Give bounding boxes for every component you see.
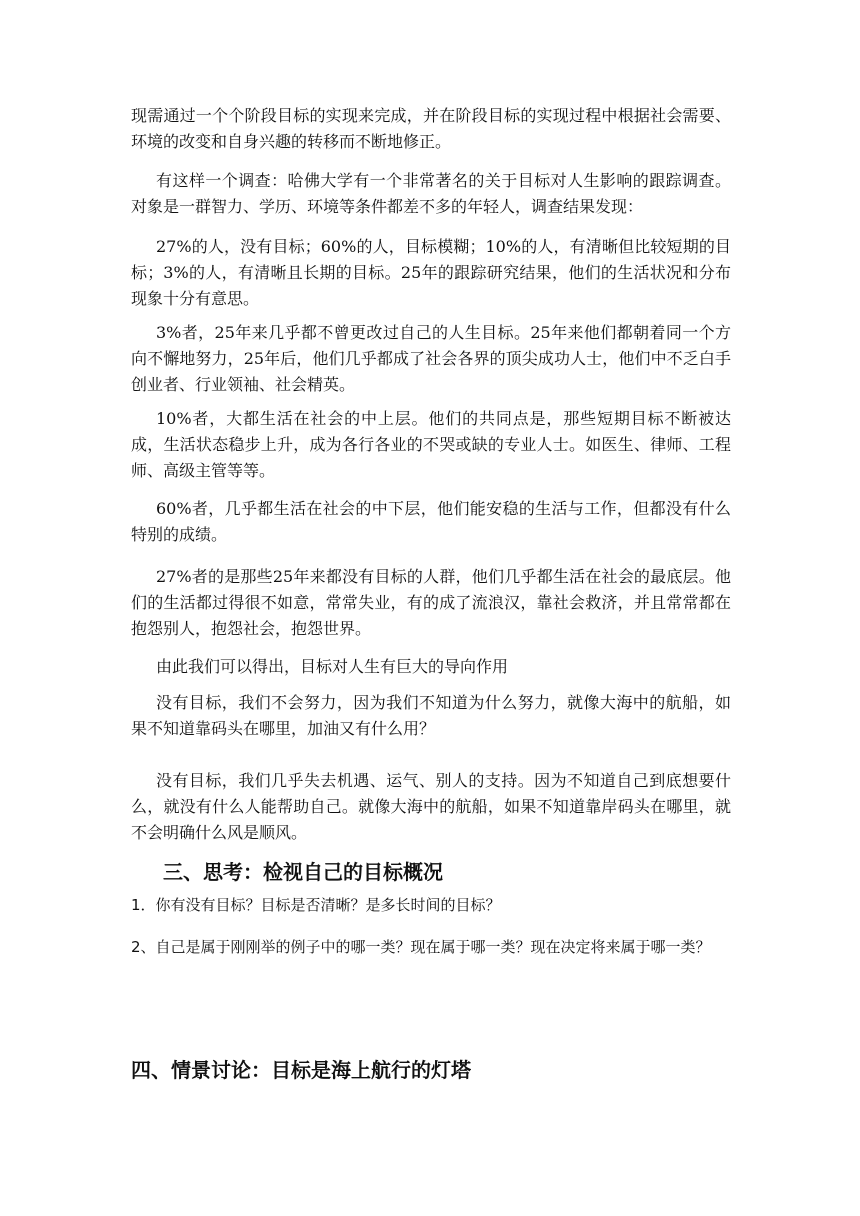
- paragraph-conclusion: 由此我们可以得出，目标对人生有巨大的导向作用: [156, 657, 509, 676]
- paragraph-ten-percent: 10%者，大都生活在社会的中上层。他们的共同点是，那些短期目标不断被达成，生活状态稳步上升，成为各行各业的不哭或缺的专业人士。如医生、律师、工程师、高级主管等等。: [131, 409, 731, 480]
- section-heading-discussion: 四、情景讨论：目标是海上航行的灯塔: [131, 1058, 471, 1082]
- paragraph-no-goal-effort: 没有目标，我们不会努力，因为我们不知道为什么努力，就像大海中的航船，如果不知道靠码头在哪里，加油又有什么用？: [131, 693, 731, 738]
- question-item-1: 1．你有没有目标？目标是否清晰？是多长时间的目标？: [131, 896, 501, 914]
- paragraph-survey-percentages: 27%的人，没有目标；60%的人，目标模糊；10%的人，有清晰但比较短期的目标；3%的人，有清晰且长期的目标。25年的跟踪研究结果，他们的生活状况和分布现象十分有意思。: [131, 237, 731, 308]
- question-item-2: 2、自己是属于刚刚举的例子中的哪一类？现在属于哪一类？现在决定将来属于哪一类？: [131, 938, 711, 956]
- paragraph-sixty-percent: 60%者，几乎都生活在社会的中下层，他们能安稳的生活与工作，但都没有什么特别的成绩。: [131, 499, 731, 544]
- paragraph-three-percent: 3%者，25年来几乎都不曾更改过自己的人生目标。25年来他们都朝着同一个方向不懈地努力，25年后，他们几乎都成了社会各界的顶尖成功人士，他们中不乏白手创业者、行业领袖、社会精英。: [131, 323, 731, 394]
- paragraph-no-goal-support: 没有目标，我们几乎失去机遇、运气、别人的支持。因为不知道自己到底想要什么，就没有什么人能帮助自己。就像大海中的航船，如果不知道靠岸码头在哪里，就不会明确什么风是顺风。: [131, 771, 731, 842]
- paragraph-goal-revision: 现需通过一个个阶段目标的实现来完成，并在阶段目标的实现过程中根据社会需要、环境的改变和自身兴趣的转移而不断地修正。: [131, 106, 731, 151]
- paragraph-twenty-seven-percent: 27%者的是那些25年来都没有目标的人群，他们几乎都生活在社会的最底层。他们的生活都过得很不如意，常常失业，有的成了流浪汉，靠社会救济，并且常常都在抱怨别人，抱怨社会，抱怨世界。: [131, 567, 731, 638]
- paragraph-harvard-survey: 有这样一个调查：哈佛大学有一个非常著名的关于目标对人生影响的跟踪调查。对象是一群智力、学历、环境等条件都差不多的年轻人，调查结果发现：: [131, 171, 731, 216]
- section-heading-reflection: 三、思考：检视自己的目标概况: [163, 860, 443, 884]
